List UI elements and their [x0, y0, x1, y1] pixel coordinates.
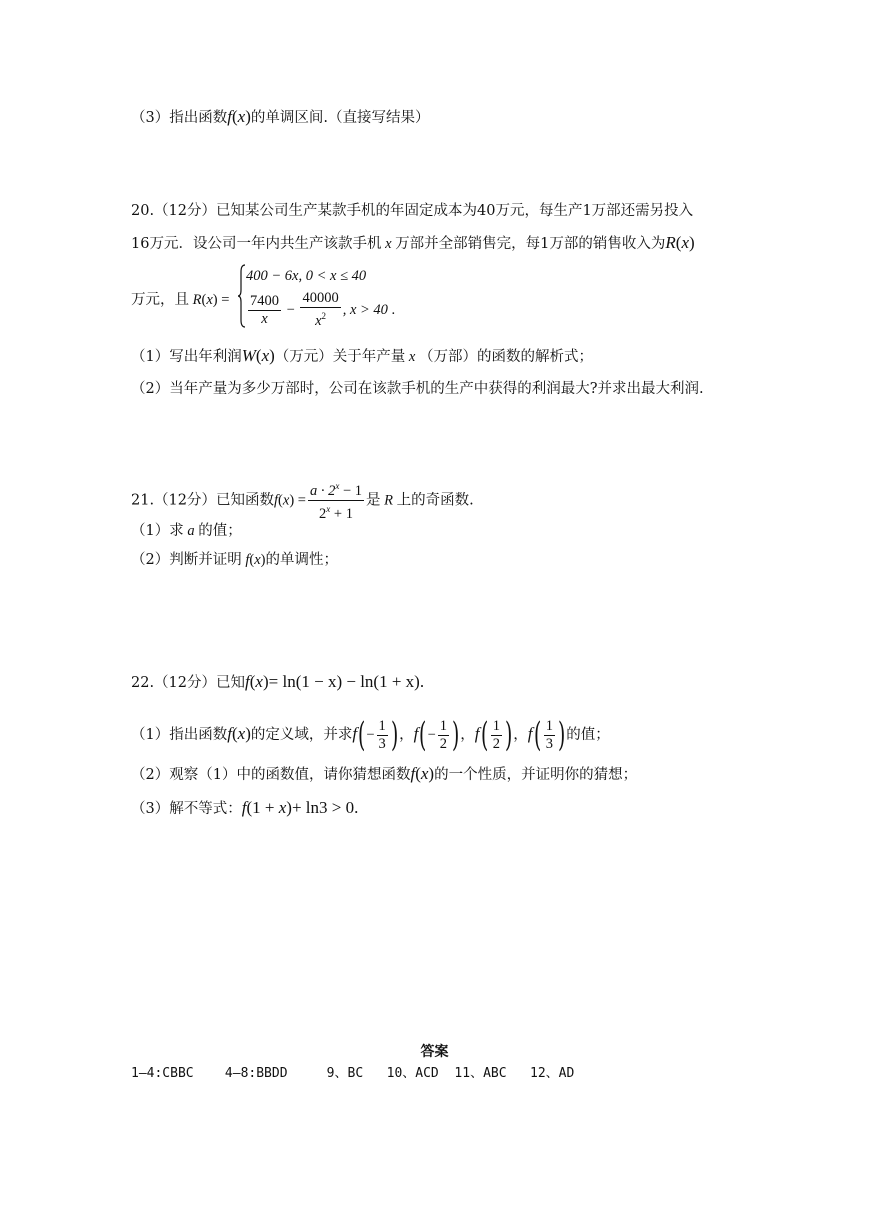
- answers-title: 答案: [420, 1044, 449, 1060]
- q19-part3-text-b: 的单调区间.（直接写结果）: [250, 110, 430, 126]
- left-brace-icon: [238, 264, 246, 328]
- q22-part1: （1）指出函数f(x)的定义域，并求f(− $\frac{1}{3}$ )，f(− $\frac{1}{2}$ )，f( $\frac{1}{2}$ )，f( $\frac{1}{3}$ )的值；: [131, 715, 610, 755]
- q20-head: 20.（12分）已知某公司生产某款手机的年固定成本为40万元，每生产1万部还需另投入: [131, 203, 694, 219]
- q20-case2: $\frac{7400}{x}$ − $\frac{40000}{x^2}$ , x > 40 .: [250, 290, 396, 329]
- answers-line: 1—4:CBBC 4—8:BBDD 9、BC 10、ACD 11、ABC 12、AD: [131, 1066, 575, 1081]
- q19-part3-text-a: （3）指出函数: [131, 110, 228, 126]
- q22-part3: （3）解不等式：f(1 + x)+ ln3 > 0.: [131, 798, 359, 817]
- q19-part3: （3）指出函数f(x)的单调区间.（直接写结果）: [131, 107, 430, 126]
- q20-part2: （2）当年产量为多少万部时，公司在该款手机的生产中获得的利润最大?并求出最大利润.: [131, 381, 704, 397]
- q21-part2: （2）判断并证明 f(x)的单调性；: [131, 552, 339, 568]
- document-page: （3）指出函数f(x)的单调区间.（直接写结果） 20.（12分）已知某公司生产某款手机的年固定成本为40万元，每生产1万部还需另投入 16万元．设公司一年内共生产该款手机 x 万部并全部销售完，每1万部的销售收入为R(x) 万元，且 R(x) = 400 − 6x, 0 < x ≤ 40 $\frac{7400}{x}$ − $\frac{40000}{x^2}$ , x > 40 . （1）写出年利润W(x)（万元）关于年产量 x （万部）的函数的解析式； （2）当年产量为多少万部时，公司在该款手机的生产中获得的利润最大?并求出最大利润. 21.（12分）已知函数f(x) = $\frac{a \cdot 2^x - 1}{2^x + 1}$ 是 R 上的奇函数. （1）求 a 的值； （2）判断并证明 f(x)的单调性； 22.（12分）已知f(x)= ln(1 − x) − ln(1 + x). （1）指出函数f(x)的定义域，并求f(− $\frac{1}{3}$ )，f(− $\frac{1}{2}$ )，f( $\frac{1}{2}$ )，f( $\frac{1}{3}$ )的值； （2）观察（1）中的函数值，请你猜想函数f(x)的一个性质，并证明你的猜想； （3）解不等式：f(1 + x)+ ln3 > 0. 答案 1—4:CBBC 4—8:BBDD 9、BC 10、ACD 11、ABC 12、AD: [0, 0, 869, 1228]
- q21-part1: （1）求 a 的值；: [131, 523, 242, 539]
- q21-head: 21.（12分）已知函数f(x) = $\frac{a \cdot 2^x - 1}{2^x + 1}$ 是 R 上的奇函数.: [131, 478, 474, 523]
- q22-part2: （2）观察（1）中的函数值，请你猜想函数f(x)的一个性质，并证明你的猜想；: [131, 764, 638, 783]
- q20-line2: 16万元．设公司一年内共生产该款手机 x 万部并全部销售完，每1万部的销售收入为R(x): [131, 233, 695, 252]
- q22-head: 22.（12分）已知f(x)= ln(1 − x) − ln(1 + x).: [131, 672, 425, 691]
- q20-case1: 400 − 6x, 0 < x ≤ 40: [246, 268, 367, 284]
- q20-part1: （1）写出年利润W(x)（万元）关于年产量 x （万部）的函数的解析式；: [131, 346, 593, 365]
